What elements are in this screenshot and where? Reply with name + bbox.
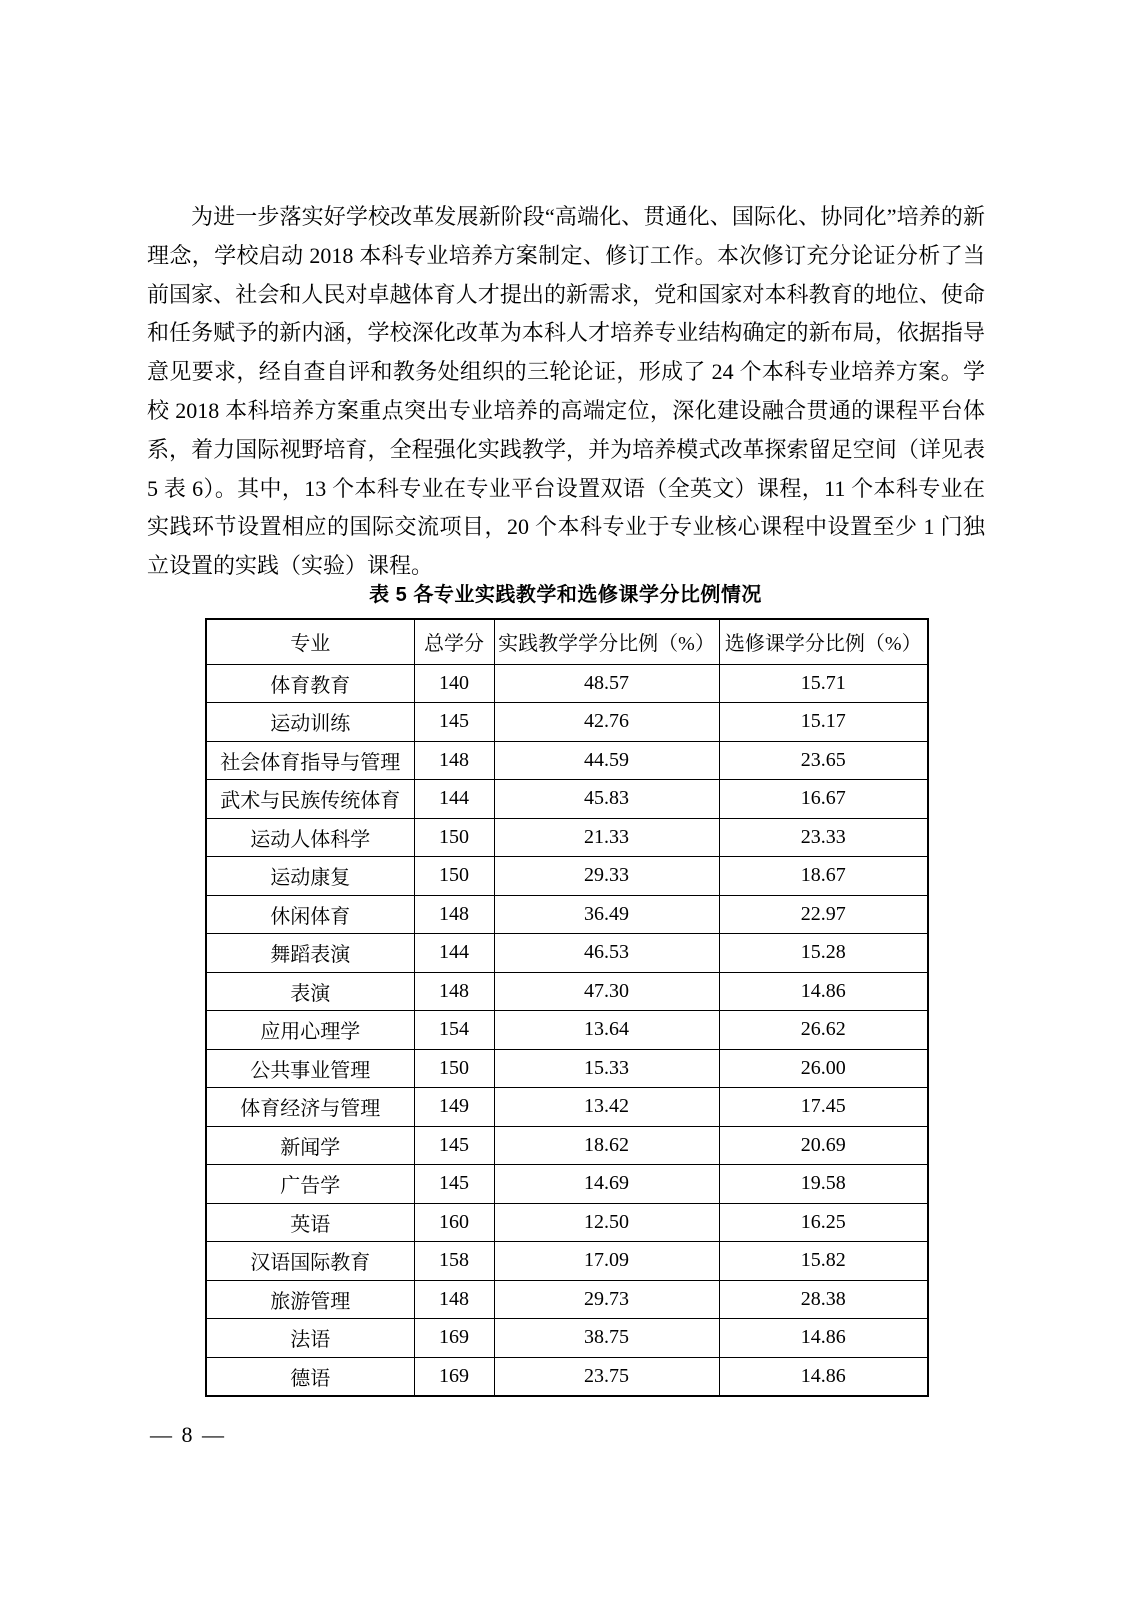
table-row	[206, 972, 928, 1011]
total-credits-cell: 148	[414, 741, 494, 780]
table-row	[206, 1049, 928, 1088]
total-credits-cell: 148	[414, 895, 494, 934]
total-credits-cell: 145	[414, 703, 494, 742]
elective-ratio-cell: 15.71	[719, 664, 928, 703]
elective-ratio-cell: 28.38	[719, 1280, 928, 1319]
table-row	[206, 895, 928, 934]
major-cell: 社会体育指导与管理	[206, 741, 414, 780]
practice-ratio-cell: 18.62	[494, 1126, 719, 1165]
table-title: 表 5 各专业实践教学和选修课学分比例情况	[369, 584, 762, 606]
practice-ratio-cell: 17.09	[494, 1242, 719, 1281]
elective-ratio-cell: 26.00	[719, 1049, 928, 1088]
practice-ratio-cell: 23.75	[494, 1357, 719, 1396]
total-credits-cell: 150	[414, 1049, 494, 1088]
elective-ratio-cell: 18.67	[719, 857, 928, 896]
major-cell: 应用心理学	[206, 1011, 414, 1050]
table-row	[206, 857, 928, 896]
practice-ratio-cell: 46.53	[494, 934, 719, 973]
major-cell: 休闲体育	[206, 895, 414, 934]
table-row	[206, 1165, 928, 1204]
major-cell: 表演	[206, 972, 414, 1011]
header-elective-ratio: 选修课学分比例（%）	[719, 619, 928, 664]
total-credits-cell: 144	[414, 780, 494, 819]
elective-ratio-cell: 19.58	[719, 1165, 928, 1204]
table-row	[206, 1011, 928, 1050]
major-cell: 运动康复	[206, 857, 414, 896]
table-row	[206, 934, 928, 973]
elective-ratio-cell: 14.86	[719, 972, 928, 1011]
major-cell: 公共事业管理	[206, 1049, 414, 1088]
table-row	[206, 741, 928, 780]
major-cell: 运动训练	[206, 703, 414, 742]
practice-ratio-cell: 47.30	[494, 972, 719, 1011]
total-credits-cell: 150	[414, 857, 494, 896]
major-cell: 广告学	[206, 1165, 414, 1204]
table-header-row	[206, 619, 928, 664]
table-row	[206, 1242, 928, 1281]
total-credits-cell: 140	[414, 664, 494, 703]
table-row	[206, 1319, 928, 1358]
major-cell: 舞蹈表演	[206, 934, 414, 973]
elective-ratio-cell: 15.17	[719, 703, 928, 742]
total-credits-cell: 145	[414, 1126, 494, 1165]
practice-ratio-cell: 38.75	[494, 1319, 719, 1358]
major-cell: 武术与民族传统体育	[206, 780, 414, 819]
page-number: — 8 —	[150, 1422, 226, 1447]
practice-ratio-cell: 14.69	[494, 1165, 719, 1204]
credits-table	[205, 618, 929, 1397]
practice-ratio-cell: 36.49	[494, 895, 719, 934]
practice-ratio-cell: 48.57	[494, 664, 719, 703]
total-credits-cell: 150	[414, 818, 494, 857]
elective-ratio-cell: 20.69	[719, 1126, 928, 1165]
elective-ratio-cell: 23.65	[719, 741, 928, 780]
elective-ratio-cell: 26.62	[719, 1011, 928, 1050]
elective-ratio-cell: 22.97	[719, 895, 928, 934]
elective-ratio-cell: 15.28	[719, 934, 928, 973]
elective-ratio-cell: 17.45	[719, 1088, 928, 1127]
table-row	[206, 703, 928, 742]
major-cell: 运动人体科学	[206, 818, 414, 857]
total-credits-cell: 148	[414, 1280, 494, 1319]
practice-ratio-cell: 45.83	[494, 780, 719, 819]
practice-ratio-cell: 13.64	[494, 1011, 719, 1050]
major-cell: 新闻学	[206, 1126, 414, 1165]
table-row	[206, 1280, 928, 1319]
major-cell: 法语	[206, 1319, 414, 1358]
practice-ratio-cell: 29.33	[494, 857, 719, 896]
total-credits-cell: 145	[414, 1165, 494, 1204]
major-cell: 体育教育	[206, 664, 414, 703]
table-row	[206, 1357, 928, 1396]
total-credits-cell: 148	[414, 972, 494, 1011]
body-paragraph: 为进一步落实好学校改革发展新阶段“高端化、贯通化、国际化、协同化”培养的新理念，学校启动 2018 本科专业培养方案制定、修订工作。本次修订充分论证分析了当前国家、社会和人民对卓越体育人才提出的新需求，党和国家对本科教育的地位、使命和任务赋予的新内涵，学校深化改革为本科人才培养专业结构确定的新布局，依据指导意见要求，经自查自评和教务处组织的三轮论证，形成了 24 个本科专业培养方案。学校 2018 本科培养方案重点突出专业培养的高端定位，深化建设融合贯通的课程平台体系，着力国际视野培育，全程强化实践教学，并为培养模式改革探索留足空间（详见表 5 表 6）。其中，13 个本科专业在专业平台设置双语（全英文）课程，11 个本科专业在实践环节设置相应的国际交流项目，20 个本科专业于专业核心课程中设置至少 1 门独立设置的实践（实验）课程。	[147, 204, 985, 579]
total-credits-cell: 144	[414, 934, 494, 973]
total-credits-cell: 169	[414, 1357, 494, 1396]
header-practice-ratio: 实践教学学分比例（%）	[494, 619, 719, 664]
practice-ratio-cell: 42.76	[494, 703, 719, 742]
total-credits-cell: 149	[414, 1088, 494, 1127]
practice-ratio-cell: 12.50	[494, 1203, 719, 1242]
major-cell: 体育经济与管理	[206, 1088, 414, 1127]
table-row	[206, 818, 928, 857]
major-cell: 旅游管理	[206, 1280, 414, 1319]
total-credits-cell: 160	[414, 1203, 494, 1242]
major-cell: 德语	[206, 1357, 414, 1396]
practice-ratio-cell: 13.42	[494, 1088, 719, 1127]
elective-ratio-cell: 23.33	[719, 818, 928, 857]
total-credits-cell: 169	[414, 1319, 494, 1358]
elective-ratio-cell: 16.25	[719, 1203, 928, 1242]
major-cell: 英语	[206, 1203, 414, 1242]
table-row	[206, 664, 928, 703]
table-row	[206, 780, 928, 819]
major-cell: 汉语国际教育	[206, 1242, 414, 1281]
elective-ratio-cell: 15.82	[719, 1242, 928, 1281]
total-credits-cell: 154	[414, 1011, 494, 1050]
practice-ratio-cell: 15.33	[494, 1049, 719, 1088]
header-total-credits: 总学分	[414, 619, 494, 664]
practice-ratio-cell: 29.73	[494, 1280, 719, 1319]
practice-ratio-cell: 44.59	[494, 741, 719, 780]
total-credits-cell: 158	[414, 1242, 494, 1281]
header-major: 专业	[206, 619, 414, 664]
elective-ratio-cell: 14.86	[719, 1357, 928, 1396]
practice-ratio-cell: 21.33	[494, 818, 719, 857]
table-row	[206, 1126, 928, 1165]
table-row	[206, 1088, 928, 1127]
table-row	[206, 1203, 928, 1242]
elective-ratio-cell: 14.86	[719, 1319, 928, 1358]
elective-ratio-cell: 16.67	[719, 780, 928, 819]
